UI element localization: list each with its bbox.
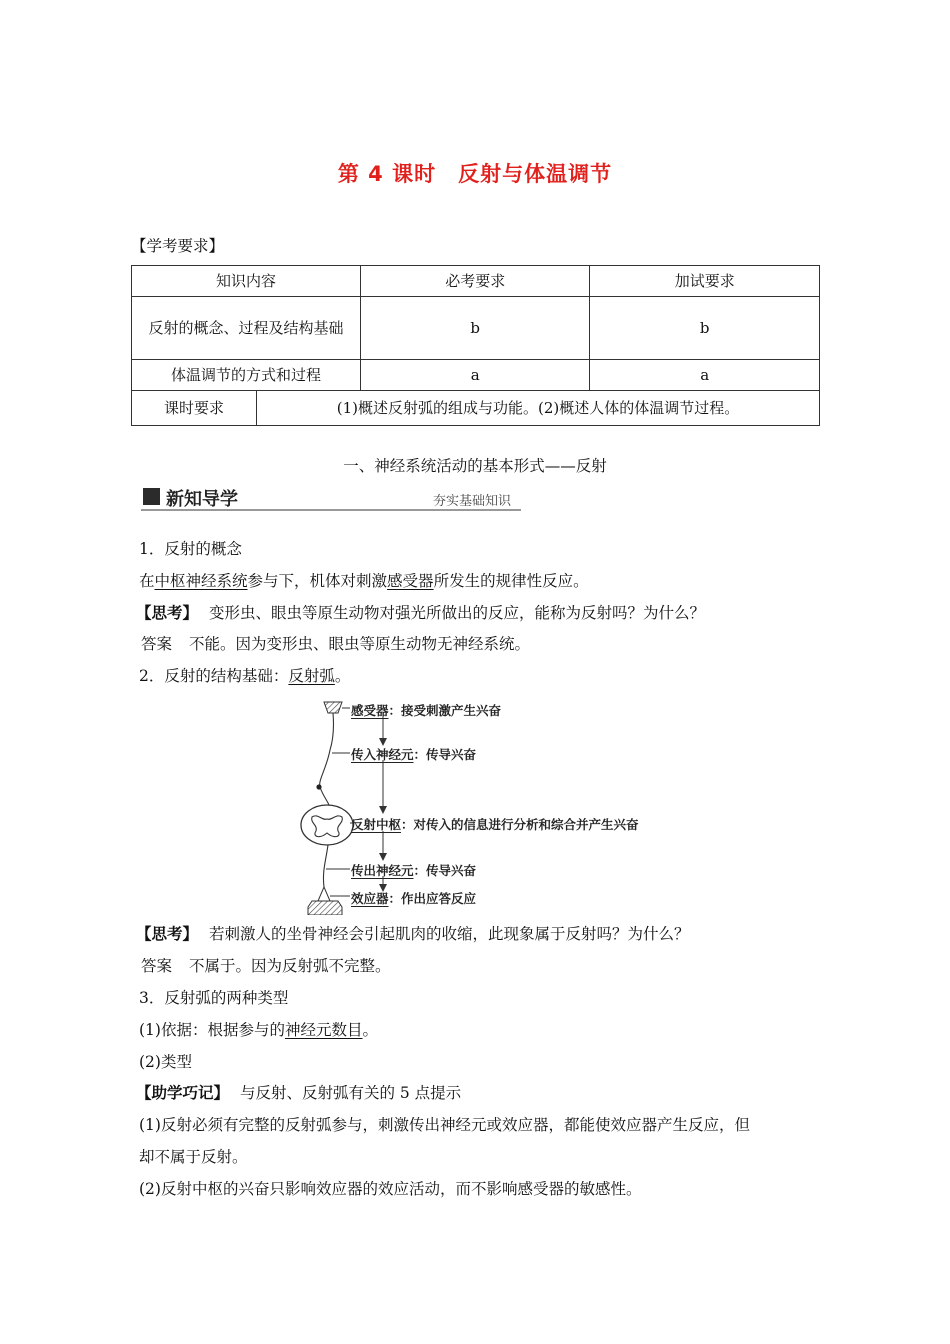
tip-text: 与反射、反射弧有关的 5 点提示 [239,1084,462,1102]
p3-2: (2)类型 [139,1053,192,1071]
nerve-ending-line [318,887,330,901]
table-cell: b [590,297,820,360]
table-header-cell: 加试要求 [590,266,820,297]
diagram-term: 反射中枢 [351,817,402,832]
banner-title: 新知导学 [166,489,238,510]
grey-matter-icon [312,816,343,837]
diagram-term: 传入神经元 [351,747,414,762]
text-fragment: 。 [334,667,351,685]
diagram-desc: ：接受刺激产生兴奋 [388,703,502,718]
diagram-label-effector [351,889,476,907]
tip-1-line-1: (1)反射必须有完整的反射弧参与，刺激传出神经元或效应器，都能使效应器产生反应，但 [139,1116,750,1134]
diagram-label-efferent [351,861,476,879]
table-cell: 体温调节的方式和过程 [132,360,361,391]
diagram-desc: ：作出应答反应 [388,891,477,906]
table-cell [132,297,361,360]
efferent-nerve-line [323,845,328,887]
answer-1 [141,634,530,654]
diagram-term: 传出神经元 [351,863,414,878]
think-tag: 【思考】 [136,924,199,943]
diagram-desc: ：传导兴奋 [413,863,477,878]
table-cell: a [360,360,590,391]
p3-heading: 3．反射弧的两种类型 [139,989,289,1007]
tip-tag: 【助学巧记】 [136,1083,230,1102]
fill-answer: 反射弧 [288,667,335,685]
diagram-desc: ：传导兴奋 [413,747,477,762]
text-fragment: 所发生的规律性反应。 [433,572,589,590]
reflex-arc-diagram [290,695,690,915]
table-row [132,391,820,426]
fill-answer: 神经元数目 [284,1021,363,1039]
table-header-row [132,266,820,297]
banner-subtitle: 夯实基础知识 [433,494,512,509]
table-cell: 课时要求 [132,391,257,426]
ganglion-icon [316,784,321,789]
diagram-label-center [351,815,639,833]
answer-tag: 答案 [141,635,173,653]
requirements-table [131,265,820,426]
section-heading: 一、神经系统活动的基本形式——反射 [343,457,607,475]
effector-icon [308,901,342,915]
afferent-nerve-line [320,713,334,813]
answer-tag: 答案 [141,957,173,975]
text-fragment: 。 [362,1021,378,1039]
memory-tip [136,1083,461,1103]
table-cell: b [360,297,590,360]
table-cell: a [590,360,820,391]
diagram-label-receptor [351,701,501,719]
requirements-heading: 【学考要求】 [131,237,225,255]
table-row [132,360,820,391]
table-row [132,297,820,360]
table-header-cell: 必考要求 [360,266,590,297]
diagram-desc: ：对传入的信息进行分析和综合并产生兴奋 [401,817,639,832]
diagram-term: 感受器 [351,703,389,718]
table-header-cell: 知识内容 [132,266,361,297]
p1-heading: 1．反射的概念 [139,540,242,558]
text-fragment: 参与下，机体对刺激 [247,572,388,590]
fill-answer: 中枢神经系统 [154,572,248,590]
receptor-icon [324,702,342,713]
fill-answer: 感受器 [387,572,434,590]
p2-text [139,666,350,686]
table-cell: (1)概述反射弧的组成与功能。(2)概述人体的体温调节过程。 [256,391,819,426]
diagram-label-afferent [351,745,476,763]
diagram-term: 效应器 [351,891,389,906]
tip-1-line-2: 却不属于反射。 [139,1148,248,1166]
think-text: 若刺激人的坐骨神经会引起肌肉的收缩，此现象属于反射吗？为什么？ [208,925,690,943]
answer-text: 不属于。因为反射弧不完整。 [188,957,391,975]
answer-text: 不能。因为变形虫、眼虫等原生动物无神经系统。 [188,635,530,653]
text-fragment: 2．反射的结构基础： [139,667,289,685]
p1-text [139,571,589,591]
text-fragment: (1)依据：根据参与的 [139,1021,285,1039]
think-tag: 【思考】 [136,603,199,622]
think-1 [136,603,705,623]
banner-divider [141,509,521,511]
page-title: 第 4 课时 反射与体温调节 [337,162,613,186]
table-cell-text: 反射的概念、过程及结构基础 [148,319,344,337]
think-text: 变形虫、眼虫等原生动物对强光所做出的反应，能称为反射吗？为什么？ [208,604,705,622]
tip-2: (2)反射中枢的兴奋只影响效应器的效应活动，而不影响感受器的敏感性。 [139,1180,642,1198]
think-2 [136,924,689,944]
banner-square-icon [143,488,160,505]
text-fragment: 在 [139,572,155,590]
answer-2 [141,956,390,976]
p3-1 [139,1020,378,1040]
